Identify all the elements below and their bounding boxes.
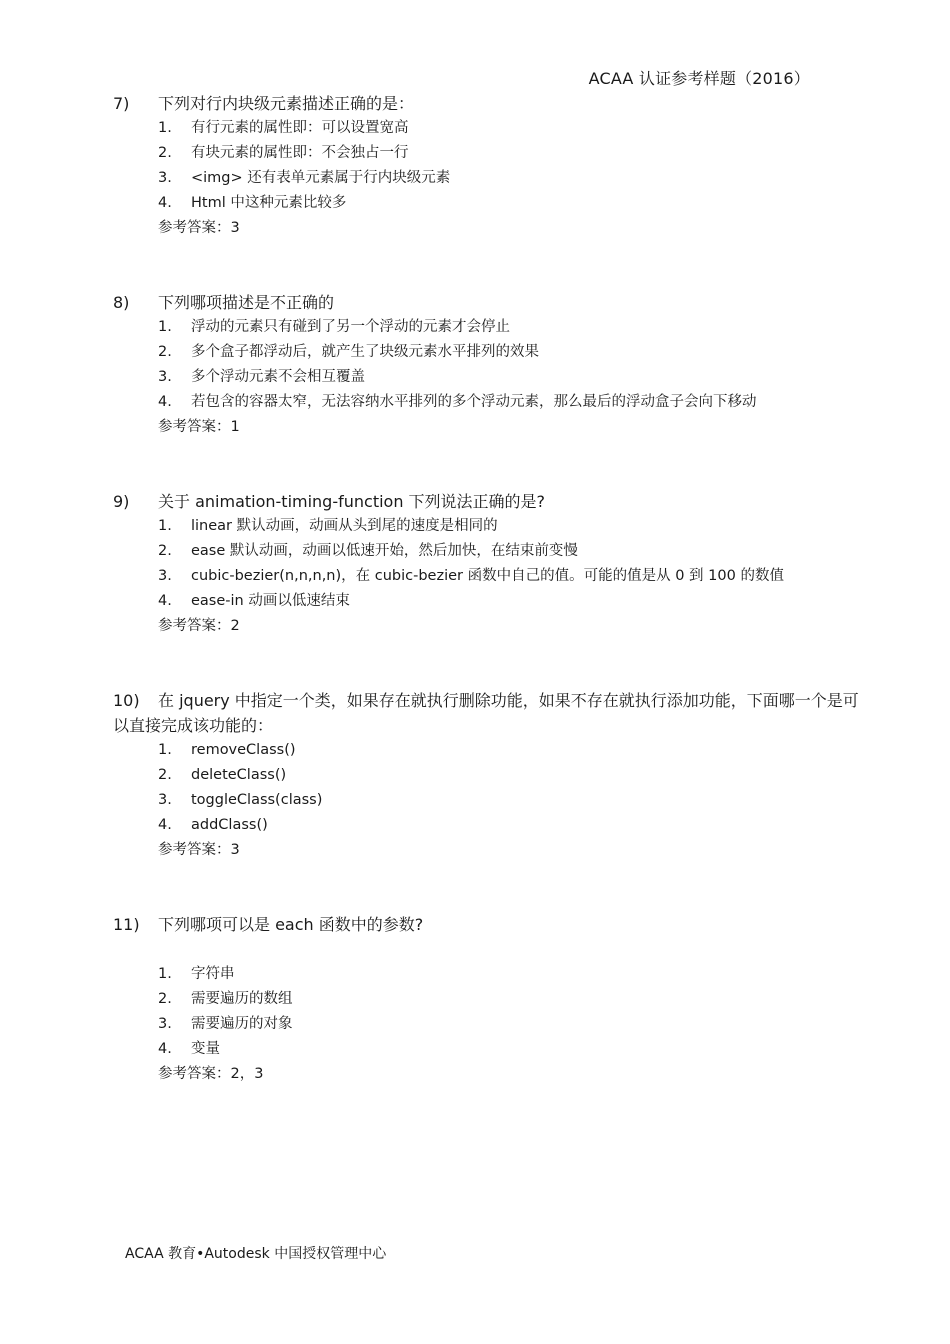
question-number: 9) — [113, 492, 130, 511]
option-text: Html 中这种元素比较多 — [191, 195, 347, 211]
question-number: 8) — [113, 293, 130, 312]
option-text: linear 默认动画，动画从头到尾的速度是相同的 — [191, 518, 498, 534]
option-number: 3. — [158, 568, 172, 584]
question-title — [113, 912, 863, 937]
option-number: 1. — [158, 518, 172, 534]
question-text: 下列哪项描述是不正确的 — [158, 293, 335, 312]
question-11 — [113, 912, 863, 1087]
option-text: toggleClass(class) — [191, 792, 323, 808]
option-item — [113, 191, 863, 216]
option-number: 4. — [158, 195, 172, 211]
answer-text: 参考答案：1 — [158, 419, 240, 435]
option-number: 2. — [158, 145, 172, 161]
option-item — [113, 141, 863, 166]
option-text: addClass() — [191, 817, 268, 833]
question-number: 11) — [113, 915, 140, 934]
option-text: 有块元素的属性即：不会独占一行 — [191, 145, 409, 161]
question-7 — [113, 91, 863, 241]
option-number: 2. — [158, 991, 172, 1007]
option-text: deleteClass() — [191, 767, 287, 783]
option-item — [113, 788, 863, 813]
option-number: 1. — [158, 319, 172, 335]
option-number: 3. — [158, 369, 172, 385]
question-title — [113, 290, 863, 315]
question-title — [113, 91, 863, 116]
question-10 — [113, 688, 863, 863]
answer-text: 参考答案：3 — [158, 842, 240, 858]
option-number: 3. — [158, 1016, 172, 1032]
option-text: 需要遍历的对象 — [191, 1016, 293, 1032]
question-9 — [113, 489, 863, 639]
option-number: 3. — [158, 792, 172, 808]
option-item — [113, 539, 863, 564]
option-text: cubic-bezier(n,n,n,n)，在 cubic-bezier 函数中自己的值。可能的值是从 0 到 100 的数值 — [191, 568, 784, 584]
option-item — [113, 315, 863, 340]
option-item — [113, 763, 863, 788]
option-item — [113, 589, 863, 614]
option-text: 多个浮动元素不会相互覆盖 — [191, 369, 365, 385]
option-text: 若包含的容器太窄，无法容纳水平排列的多个浮动元素，那么最后的浮动盒子会向下移动 — [191, 394, 757, 410]
option-number: 4. — [158, 593, 172, 609]
option-text: 有行元素的属性即：可以设置宽高 — [191, 120, 409, 136]
option-number: 2. — [158, 344, 172, 360]
blank-line — [113, 937, 863, 962]
question-text: 下列哪项可以是 each 函数中的参数? — [158, 915, 424, 934]
question-text: 下列对行内块级元素描述正确的是： — [158, 94, 415, 113]
option-number: 1. — [158, 742, 172, 758]
page-header: ACAA 认证参考样题（2016） — [588, 69, 810, 88]
question-text: 关于 animation-timing-function 下列说法正确的是? — [158, 492, 546, 511]
option-number: 2. — [158, 543, 172, 559]
option-number: 4. — [158, 817, 172, 833]
question-8 — [113, 290, 863, 440]
option-item — [113, 390, 863, 415]
option-text: 需要遍历的数组 — [191, 991, 293, 1007]
option-number: 4. — [158, 1041, 172, 1057]
question-text: 在 jquery 中指定一个类，如果存在就执行删除功能，如果不存在就执行添加功能，下面哪一个是可以直接完成该功能的： — [113, 691, 859, 735]
option-item — [113, 962, 863, 987]
question-title — [113, 688, 863, 738]
answer-text: 参考答案：2 — [158, 618, 240, 634]
option-number: 2. — [158, 767, 172, 783]
answer-text: 参考答案：2，3 — [158, 1066, 264, 1082]
option-text: ease 默认动画，动画以低速开始，然后加快，在结束前变慢 — [191, 543, 578, 559]
question-number: 10) — [113, 691, 140, 710]
question-title — [113, 489, 863, 514]
option-number: 3. — [158, 170, 172, 186]
option-number: 4. — [158, 394, 172, 410]
option-text: removeClass() — [191, 742, 296, 758]
page-footer: ACAA 教育•Autodesk 中国授权管理中心 — [125, 1246, 387, 1262]
option-item — [113, 514, 863, 539]
option-item — [113, 1037, 863, 1062]
option-item — [113, 738, 863, 763]
option-item — [113, 116, 863, 141]
option-item — [113, 1012, 863, 1037]
option-number: 1. — [158, 966, 172, 982]
option-text: 字符串 — [191, 966, 235, 982]
option-text: 浮动的元素只有碰到了另一个浮动的元素才会停止 — [191, 319, 510, 335]
answer-text: 参考答案：3 — [158, 220, 240, 236]
question-number: 7) — [113, 94, 130, 113]
option-text: <img> 还有表单元素属于行内块级元素 — [191, 170, 451, 186]
option-text: 多个盒子都浮动后，就产生了块级元素水平排列的效果 — [191, 344, 539, 360]
option-text: ease-in 动画以低速结束 — [191, 593, 350, 609]
option-item — [113, 365, 863, 390]
option-item — [113, 166, 863, 191]
option-item — [113, 987, 863, 1012]
option-number: 1. — [158, 120, 172, 136]
option-text: 变量 — [191, 1041, 220, 1057]
option-item — [113, 564, 863, 589]
option-item — [113, 340, 863, 365]
option-item — [113, 813, 863, 838]
